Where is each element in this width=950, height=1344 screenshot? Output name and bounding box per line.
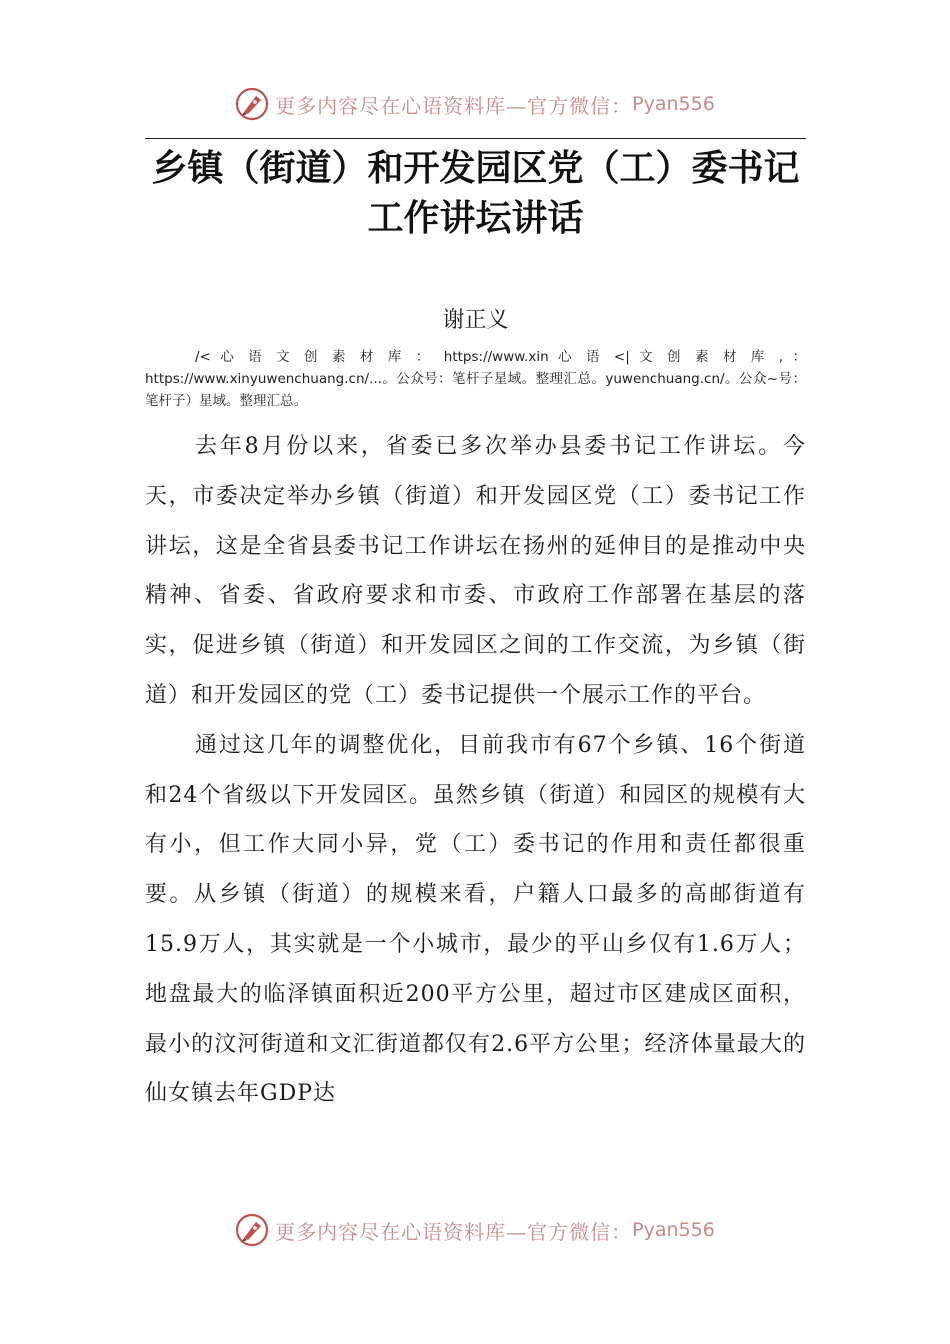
header-watermark [0, 84, 950, 124]
body-paragraph: 通过这几年的调整优化，目前我市有67个乡镇、16个街道和24个省级以下开发园区。虽然乡镇（街道）和园区的规模有大有小，但工作大同小异，党（工）委书记的作用和责任都很重要。从乡镇（街道）的规模来看，户籍人口最多的高邮街道有15.9万人，其实就是一个小城市，最少的平山乡仅有1.6万人；地盘最大的临泽镇面积近200平方公里，超过市区建成区面积，最小的汶河街道和文汇街道都仅有2.6平方公里；经济体量最大的仙女镇去年GDP达 [145, 732, 806, 1107]
header-watermark-text: 更多内容尽在心语资料库—官方微信： [275, 93, 633, 118]
document-title: 乡镇（街道）和开发园区党（工）委书记工作讲坛讲话 [151, 148, 800, 239]
header-watermark-wechat: Pyan556 [632, 93, 715, 115]
document-author: 谢正义 [442, 308, 509, 333]
source-note: /< 心 语 文 创 素 材 库 ： https://www.xin 心 语 <| 文 创 素 材 库 , ： https://www.xinyuwenchuang.cn/...。公众号：笔杆子星域。整理汇总。yuwenchuang.cn/。公众~号：笔杆子）星域。整理汇总。 [145, 349, 806, 409]
footer-watermark-wechat: Pyan556 [632, 1219, 715, 1241]
pen-nib-logo-icon [235, 87, 269, 121]
body-paragraph: 去年8月份以来，省委已多次举办县委书记工作讲坛。今天，市委决定举办乡镇（街道）和开发园区党（工）委书记工作讲坛，这是全省县委书记工作讲坛在扬州的延伸目的是推动中央精神、省委、省政府要求和市委、市政府工作部署在基层的落实，促进乡镇（街道）和开发园区之间的工作交流，为乡镇（街道）和开发园区的党（工）委书记提供一个展示工作的平台。 [145, 434, 806, 708]
document-body [145, 422, 806, 1119]
pen-nib-logo-icon [235, 1213, 269, 1247]
footer-watermark [0, 1210, 950, 1250]
footer-watermark-text: 更多内容尽在心语资料库—官方微信： [275, 1219, 633, 1244]
header-rule [145, 138, 806, 139]
